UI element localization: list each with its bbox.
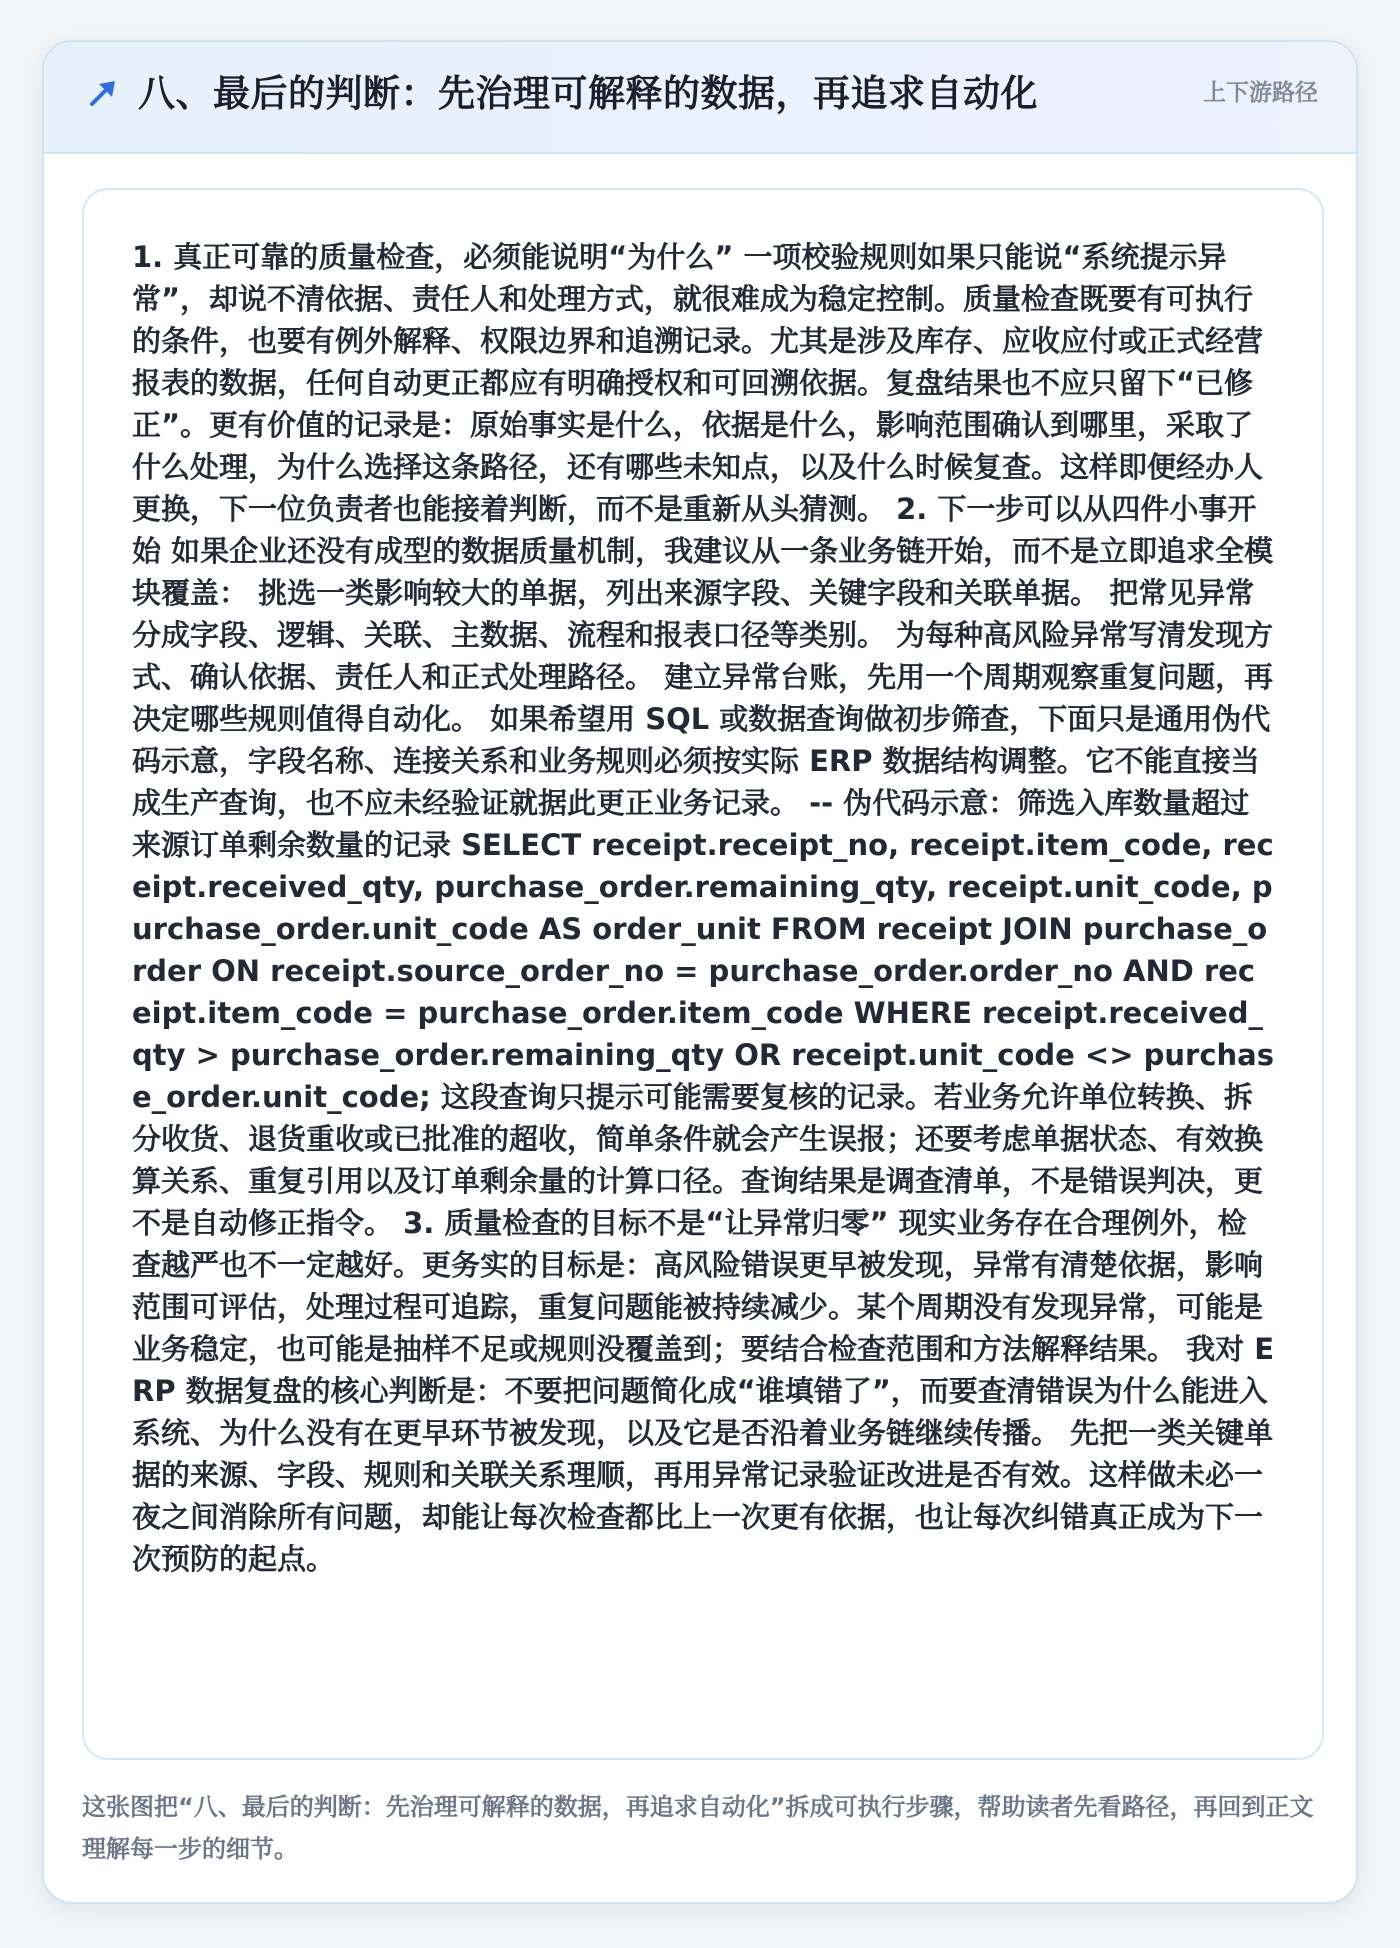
content-panel <box>82 188 1324 1760</box>
article-card <box>42 40 1358 1904</box>
figure-caption: 这张图把“八、最后的判断：先治理可解释的数据，再追求自动化”拆成可执行步骤，帮助读者先看路径，再回到正文理解每一步的细节。 <box>82 1793 1314 1863</box>
page-title: 八、最后的判断：先治理可解释的数据，再追求自动化 <box>138 72 1038 115</box>
card-header <box>44 42 1356 154</box>
body-paragraph: 1. 真正可靠的质量检查，必须能说明“为什么” 一项校验规则如果只能说“系统提示异常”，却说不清依据、责任人和处理方式，就很难成为稳定控制。质量检查既要有可执行的条件，也要有例外解释、权限边界和追溯记录。尤其是涉及库存、应收应付或正式经营报表的数据，任何自动更正都应有明确授权和可回溯依据。复盘结果也不应只留下“已修正”。更有价值的记录是：原始事实是什么，依据是什么，影响范围确认到哪里，采取了什么处理，为什么选择这条路径，还有哪些未知点，以及什么时候复查。这样即便经办人更换，下一位负责者也能接着判断，而不是重新从头猜测。 2. 下一步可以从四件小事开始 如果企业还没有成型的数据质量机制，我建议从一条业务链开始，而不是立即追求全模块覆盖： 挑选一类影响较大的单据，列出来源字段、关键字段和关联单据。 把常见异常分成字段、逻辑、关联、主数据、流程和报表口径等类别。 为每种高风险异常写清发现方式、确认依据、责任人和正式处理路径。 建立异常台账，先用一个周期观察重复问题，再决定哪些规则值得自动化。 如果希望用 SQL 或数据查询做初步筛查，下面只是通用伪代码示意，字段名称、连接关系和业务规则必须按实际 ERP 数据结构调整。它不能直接当成生产查询，也不应未经验证就据此更正业务记录。 -- 伪代码示意：筛选入库数量超过来源订单剩余数量的记录 SELECT receipt.receipt_no, receipt.item_code, receipt.received_qty, purchase_order.remaining_qty, receipt.unit_code, purchase_order.unit_code AS order_unit FROM receipt JOIN purchase_order ON receipt.source_order_no = purchase_order.order_no AND receipt.item_code = purchase_order.item_code WHERE receipt.received_qty > purchase_order.remaining_qty OR receipt.unit_code <> purchase_order.unit_code; 这段查询只提示可能需要复核的记录。若业务允许单位转换、拆分收货、退货重收或已批准的超收，简单条件就会产生误报；还要考虑单据状态、有效换算关系、重复引用以及订单剩余量的计算口径。查询结果是调查清单，不是错误判决，更不是自动修正指令。 3. 质量检查的目标不是“让异常归零” 现实业务存在合理例外，检查越严也不一定越好。更务实的目标是：高风险错误更早被发现，异常有清楚依据，影响范围可评估，处理过程可追踪，重复问题能被持续减少。某个周期没有发现异常，可能是业务稳定，也可能是抽样不足或规则没覆盖到；要结合检查范围和方法解释结果。 我对 ERP 数据复盘的核心判断是：不要把问题简化成“谁填错了”，而要查清错误为什么能进入系统、为什么没有在更早环节被发现，以及它是否沿着业务链继续传播。 先把一类关键单据的来源、字段、规则和关联关系理顺，再用异常记录验证改进是否有效。这样做未必一夜之间消除所有问题，却能让每次检查都比上一次更有依据，也让每次纠错真正成为下一次预防的起点。 <box>132 240 1275 1576</box>
arrow-up-right-icon <box>86 76 120 110</box>
section-tag: 上下游路径 <box>1203 80 1318 106</box>
